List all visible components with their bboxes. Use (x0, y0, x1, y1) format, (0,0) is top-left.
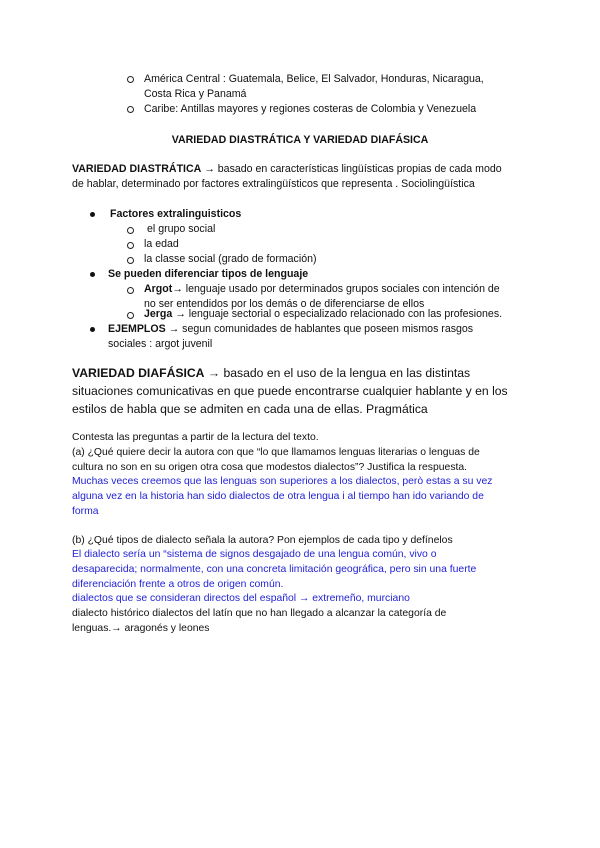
list-bullet-dot (90, 272, 95, 277)
factor-item: la classe social (grado de formación) (144, 253, 317, 265)
diafasica-line1: basado en el uso de la lengua en las distintas (220, 366, 471, 380)
answer-b-extra: dialecto histórico dialectos del latín que no han llegado a alcanzar la categoría de (72, 608, 447, 619)
diastratica-def-line1: basado en características lingüísticas propias de cada modo (214, 163, 502, 175)
question-a: (a) ¿Qué quiere decir la autora con que “lo que llamamos lenguas literarias o lenguas de (72, 447, 480, 458)
answer-b-cont: desaparecida; normalmente, con una concreta limitación geográfica, pero sin una fuerte (72, 564, 477, 575)
answer-b-cont: dialectos que se consideran directos del español → extremeño, murciano (72, 593, 410, 604)
ejemplos-item (108, 322, 473, 336)
diastratica-definition (72, 162, 502, 176)
region-america-central-cont: Costa Rica y Panamá (144, 88, 247, 100)
diastratica-term: VARIEDAD DIASTRÁTICA (72, 163, 202, 175)
answer-a-cont: alguna vez en la historia han sido dialectos de otra lengua i al tiempo han ido variando de (72, 491, 484, 502)
diafasica-line3: estilos de habla que se admiten en cada una de ellas. Pragmática (72, 402, 428, 416)
list-bullet-circle (127, 227, 134, 234)
region-america-central: América Central : Guatemala, Belice, El Salvador, Honduras, Nicaragua, (144, 73, 484, 85)
diafasica-definition (72, 365, 470, 382)
ejemplos-term: EJEMPLOS (108, 323, 166, 335)
argot-text-cont: no ser entendidos por los demás o de diferenciarse de ellos (144, 298, 425, 310)
section-heading: VARIEDAD DIASTRÁTICA Y VARIEDAD DIAFÁSICA (171, 134, 429, 146)
region-caribe: Caribe: Antillas mayores y regiones costeras de Colombia y Venezuela (144, 103, 477, 115)
answer-b-cont: diferenciación frente a otros de origen común. (72, 579, 284, 590)
question-b: (b) ¿Qué tipos de dialecto señala la autora? Pon ejemplos de cada tipo y defínelos (72, 535, 453, 546)
argot-item (144, 282, 500, 296)
factor-item: la edad (144, 238, 179, 250)
answer-a-cont: forma (72, 506, 99, 517)
diafasica-term: VARIEDAD DIAFÁSICA (72, 366, 205, 380)
diastratica-def-line2: de hablar, determinado por factores extralingüísticos que representa . Sociolingüística (72, 178, 475, 190)
jerga-item (144, 307, 502, 321)
arrow: → (204, 366, 221, 380)
list-bullet-circle (127, 287, 134, 294)
jerga-term: Jerga (144, 308, 173, 320)
factores-title: Factores extralinguisticos (110, 208, 242, 220)
arrow: → (204, 163, 215, 175)
argot-term: Argot (144, 283, 173, 295)
answer-b-extra-cont: lenguas.→ aragonés y leones (72, 623, 210, 634)
list-bullet-circle (127, 257, 134, 264)
list-bullet-circle (127, 242, 134, 249)
diafasica-line2: situaciones comunicativas en que puede encontrarse cualquier hablante y en los (72, 384, 508, 398)
list-bullet-circle (127, 312, 134, 319)
list-bullet-dot (90, 327, 95, 332)
tipos-title: Se pueden diferenciar tipos de lenguaje (108, 268, 309, 280)
argot-text: → lenguaje usado por determinados grupos sociales con intención de (172, 283, 500, 295)
ejemplos-text: → segun comunidades de hablantes que poseen mismos rasgos (165, 323, 474, 335)
answer-a: Muchas veces creemos que las lenguas son superiores a los dialectos, però estas a su vez (72, 476, 493, 487)
factor-item: el grupo social (147, 223, 216, 235)
list-bullet-circle (127, 76, 134, 83)
list-bullet-dot (90, 212, 95, 217)
jerga-text: → lenguaje sectorial o especializado relacionado con las profesiones. (172, 308, 503, 320)
list-bullet-circle (127, 106, 134, 113)
questions-intro: Contesta las preguntas a partir de la lectura del texto. (72, 432, 319, 443)
ejemplos-text-cont: sociales : argot juvenil (108, 338, 213, 350)
question-a-cont: cultura no son en su origen otra cosa que modestos dialectos”? Justifica la respuesta. (72, 462, 468, 473)
answer-b: El dialecto sería un “sistema de signos desgajado de una lengua común, vivo o (72, 549, 437, 560)
